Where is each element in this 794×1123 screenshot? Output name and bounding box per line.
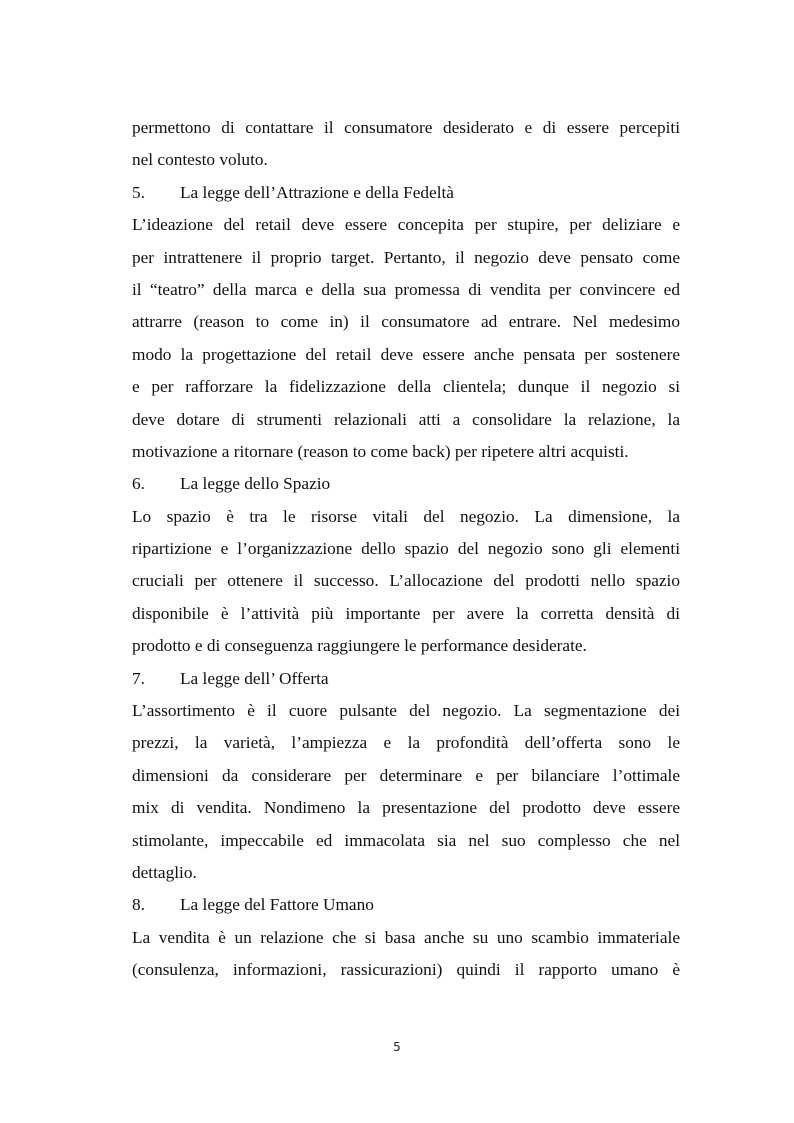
body-text-line: attrarre (reason to come in) il consumatore ad entrare. Nel medesimo (132, 312, 680, 332)
body-text-line: dimensioni da considerare per determinare e per bilanciare l’ottimale (132, 765, 680, 785)
section-number: 5. (132, 182, 145, 202)
section-heading-5 (132, 177, 680, 209)
body-text-line: e per rafforzare la fidelizzazione della clientela; dunque il negozio si (132, 377, 680, 397)
section-title: La legge del Fattore Umano (180, 895, 374, 915)
section-number: 7. (132, 668, 145, 688)
section-heading-6 (132, 468, 680, 500)
body-text-line: L’assortimento è il cuore pulsante del negozio. La segmentazione dei (132, 701, 680, 721)
body-text-line: motivazione a ritornare (reason to come back) per ripetere altri acquisti. (132, 441, 629, 461)
body-text-line: nel contesto voluto. (132, 150, 268, 170)
body-text-line: L’ideazione del retail deve essere concepita per stupire, per deliziare e (132, 215, 680, 235)
body-text-line: deve dotare di strumenti relazionali atti a consolidare la relazione, la (132, 409, 680, 429)
body-text-line: prodotto e di conseguenza raggiungere le performance desiderate. (132, 636, 587, 656)
body-text-line: (consulenza, informazioni, rassicurazioni) quindi il rapporto umano è (132, 960, 680, 980)
body-text-line: La vendita è un relazione che si basa anche su uno scambio immateriale (132, 927, 680, 947)
body-text-line: cruciali per ottenere il successo. L’allocazione del prodotti nello spazio (132, 571, 680, 591)
page-number: 5 (393, 1040, 401, 1054)
document-page (132, 112, 680, 987)
body-text-line: permettono di contattare il consumatore desiderato e di essere percepiti (132, 118, 680, 137)
body-text-line: Lo spazio è tra le risorse vitali del negozio. La dimensione, la (132, 506, 680, 526)
body-text-line: prezzi, la varietà, l’ampiezza e la profondità dell’offerta sono le (132, 733, 680, 753)
body-text-line: il “teatro” della marca e della sua promessa di vendita per convincere ed (132, 279, 680, 299)
body-text-line: disponibile è l’attività più importante per avere la corretta densità di (132, 603, 680, 623)
section-title: La legge dell’ Offerta (180, 668, 329, 688)
body-text-line: dettaglio. (132, 862, 197, 882)
section-heading-7 (132, 663, 680, 695)
body-text-line: modo la progettazione del retail deve essere anche pensata per sostenere (132, 344, 680, 364)
section-title: La legge dell’Attrazione e della Fedeltà (180, 182, 454, 202)
body-text-line: mix di vendita. Nondimeno la presentazione del prodotto deve essere (132, 798, 680, 818)
section-number: 8. (132, 895, 145, 915)
section-title: La legge dello Spazio (180, 474, 331, 494)
body-text-line: ripartizione e l’organizzazione dello spazio del negozio sono gli elementi (132, 539, 680, 559)
section-heading-8 (132, 889, 680, 921)
body-text-line: per intrattenere il proprio target. Pertanto, il negozio deve pensato come (132, 247, 680, 267)
section-number: 6. (132, 474, 145, 494)
body-text-line: stimolante, impeccabile ed immacolata sia nel suo complesso che nel (132, 830, 680, 850)
